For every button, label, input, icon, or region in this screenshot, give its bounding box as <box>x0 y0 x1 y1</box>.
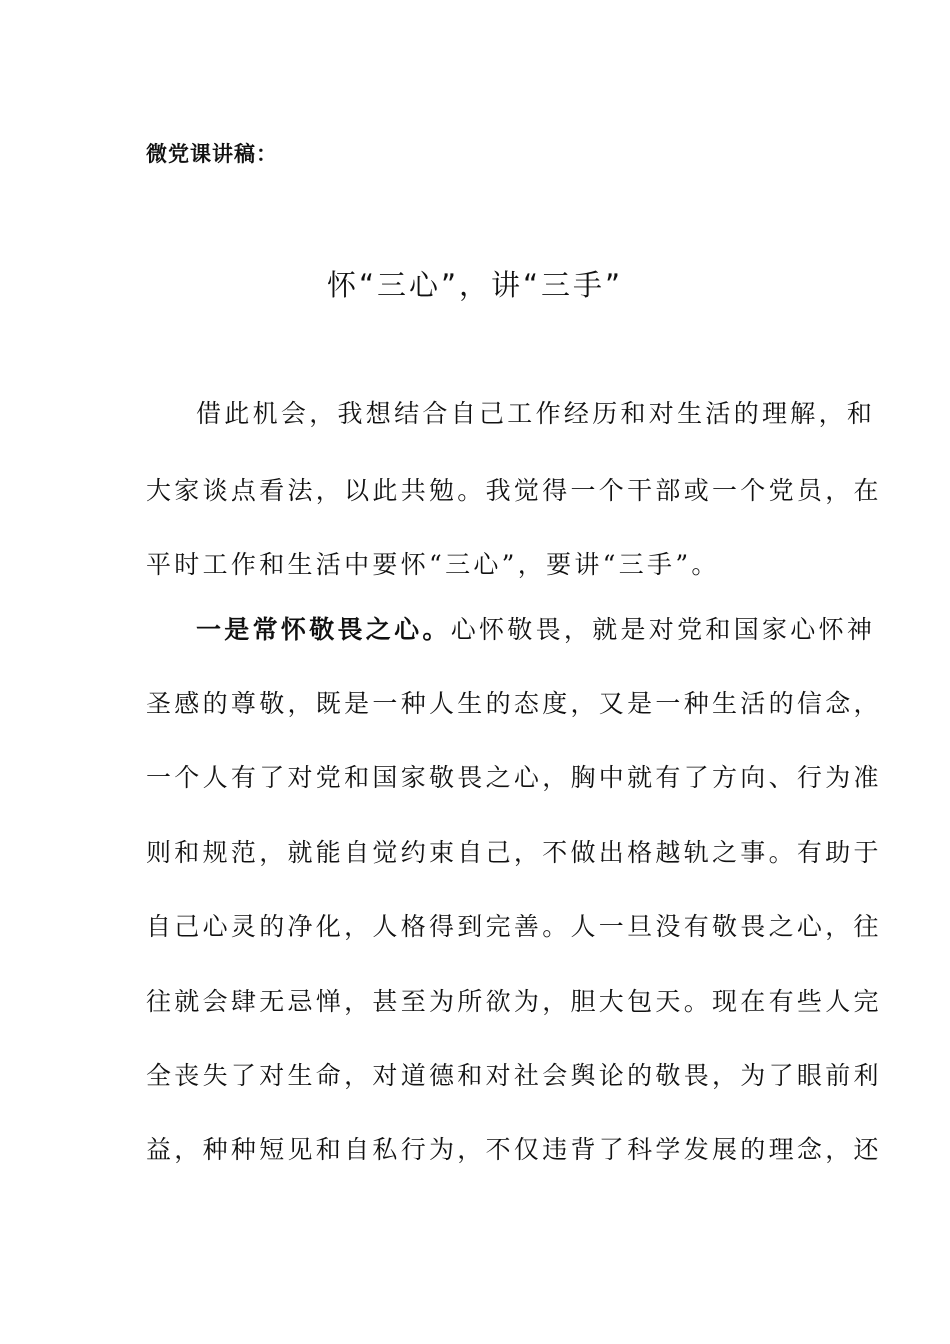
paragraph-line: 则和规范，就能自觉约束自己，不做出格越轨之事。有助于 <box>146 838 882 867</box>
document-label: 微党课讲稿： <box>146 142 278 166</box>
paragraph-line: 往就会肆无忌惮，甚至为所欲为，胆大包天。现在有些人完 <box>146 987 882 1016</box>
paragraph-line: 借此机会，我想结合自己工作经历和对生活的理解，和 <box>196 399 876 428</box>
paragraph-line: 圣感的尊敬，既是一种人生的态度，又是一种生活的信念， <box>146 689 882 718</box>
paragraph-line: 益，种种短见和自私行为，不仅违背了科学发展的理念，还 <box>146 1135 882 1164</box>
paragraph-line: 自己心灵的净化，人格得到完善。人一旦没有敬畏之心，往 <box>146 912 882 941</box>
paragraph-text: 心怀敬畏，就是对党和国家心怀神 <box>450 615 876 644</box>
paragraph-line: 全丧失了对生命，对道德和对社会舆论的敬畏，为了眼前利 <box>146 1061 882 1090</box>
document-title: 怀“三心”，讲“三手” <box>326 268 624 302</box>
section-heading: 一是常怀敬畏之心。 <box>196 615 451 644</box>
paragraph-first-line <box>196 613 876 647</box>
paragraph-line: 平时工作和生活中要怀“三心”，要讲“三手”。 <box>146 550 720 579</box>
paragraph-line: 一个人有了对党和国家敬畏之心，胸中就有了方向、行为准 <box>146 763 882 792</box>
paragraph-line: 大家谈点看法，以此共勉。我觉得一个干部或一个党员，在 <box>146 476 882 505</box>
